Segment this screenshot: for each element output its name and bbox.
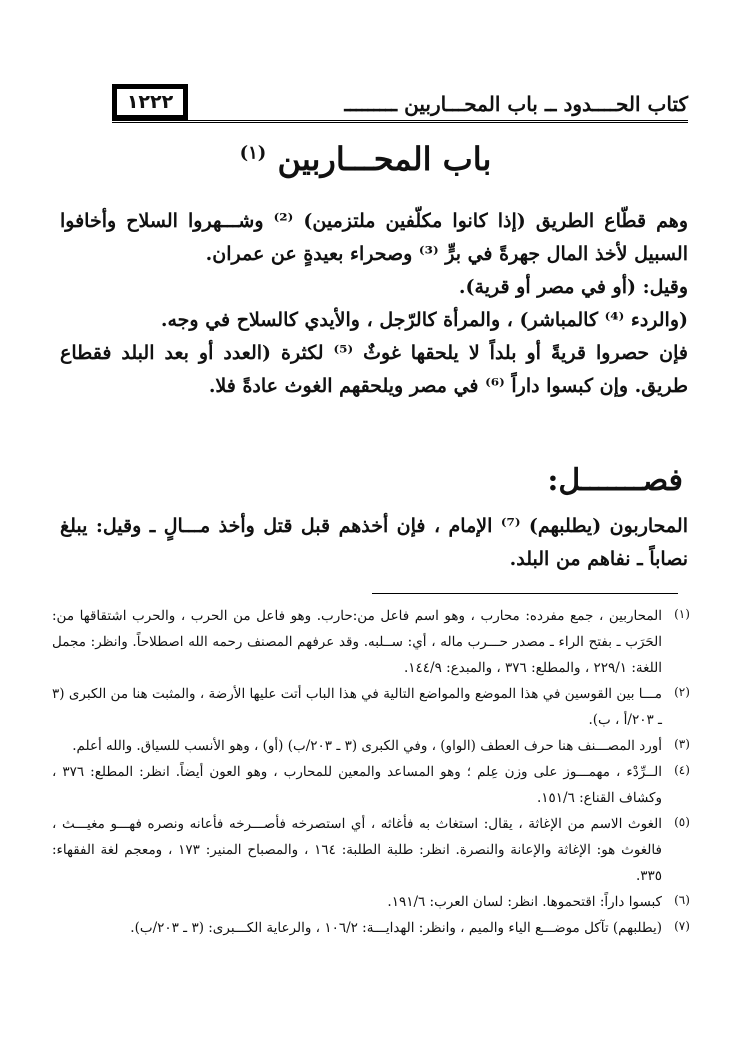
page-number-box	[112, 84, 188, 120]
section-text-block	[60, 510, 688, 576]
footnote-text: المحاربين ، جمع مفرده: محارب ، وهو اسم فاعل من:حارب. وهو فاعل من الحرب ، والحرب اشتقاقها من: الحَرَب ـ بفتح الراء ـ مصدر حـــرب ماله ، أي: ســلبه. وقد عرفهم المصنف رحمه الله اصطلاحاً. وانظر: مجمل اللغة: ٢٢٩/١ ، والمطلع: ٣٧٦ ، والمبدع: ١٤٤/٩.	[52, 608, 662, 676]
footnote	[52, 759, 702, 811]
footnote-text: أورد المصـــنف هنا حرف العطف (الواو) ، وفي الكبرى (٣ ـ ٢٠٣/ب) (أو) ، وهو الأنسب للسياق. والله أعلم.	[72, 738, 662, 754]
paragraph: فإن حصروا قريةً أو بلداً لا يلحقها غوثٌ ⁽⁵⁾ لكثرة (العدد أو بعد البلد فقطاع طريق. وإن كبسوا داراً ⁽⁶⁾ في مصر ويلحقهم الغوث عادةً فلا.	[60, 342, 688, 397]
page-number: ١٢٢٢	[126, 91, 174, 113]
footnote-text: الغوث الاسم من الإغاثة ، يقال: استغاث به فأغاثه ، أي استصرخه فأصـــرخه فأعانه ونصره فهـــو مغيـــث ، فالغوث هو: الإغاثة والإعانة والنصرة. انظر: طلبة الطلبة: ١٦٤ ، والمصباح المنير: ١٧٣ ، ومعجم لغة الفقهاء: ٣٣٥.	[52, 816, 662, 884]
footnote	[52, 603, 702, 681]
chapter-note-ref: (١)	[239, 142, 267, 164]
paragraph: وهم قطّاع الطريق (إذا كانوا مكلّفين ملتزمين) ⁽²⁾ وشـــهروا السلاح وأخافوا السبيل لأخذ المال جهرةً في برٍّ ⁽³⁾ وصحراء بعيدةٍ عن عمران.	[60, 210, 688, 265]
footnote-number: (٥)	[674, 815, 690, 829]
footnote-text: كبسوا داراً: اقتحموها. انظر: لسان العرب: ١٩١/٦.	[387, 894, 662, 910]
footnote-number: (٤)	[674, 763, 690, 777]
section-paragraph: المحاربون (يطلبهم) ⁽⁷⁾ الإمام ، فإن أخذهم قبل قتل وأخذ مـــالٍ ـ وقيل: يبلغ نصاباً ـ نفاهم من البلد.	[60, 515, 688, 570]
footnote-text: مـــا بين القوسين في هذا الموضع والمواضع التالية في هذا الباب أتت عليها الأرضة ، والمثبت هنا من الكبرى (٣ ـ ٢٠٣/أ ، ب).	[52, 686, 662, 728]
footnote	[52, 681, 702, 733]
running-title: كتاب الحــــدود ــ باب المحـــاربين ـــــــــ	[344, 92, 688, 116]
section-heading: فصـــــــل:	[547, 463, 683, 498]
paragraph: (والردء ⁽⁴⁾ كالمباشر) ، والمرأة كالرّجل ، والأيدي كالسلاح في وجه.	[160, 309, 688, 331]
page-header	[88, 78, 688, 126]
footnote-number: (٣)	[674, 737, 690, 751]
main-text	[60, 205, 688, 403]
footnote-text: الــرِّدْء ، مهمـــوز على وزن عِلم ؛ وهو المساعد والمعين للمحارب ، وهو العون أيضاً. انظر: المطلع: ٣٧٦ ، وكشاف القناع: ١٥١/٦.	[52, 764, 662, 806]
footnote-number: (١)	[674, 607, 690, 621]
chapter-title	[0, 140, 731, 178]
chapter-title-text: باب المحـــاربين	[277, 140, 492, 178]
footnote-separator	[372, 593, 678, 594]
footnote	[52, 811, 702, 889]
footnotes	[52, 603, 702, 941]
footnote-text: (يطلبهم) تآكل موضـــع الياء والميم ، وانظر: الهدايـــة: ١٠٦/٢ ، والرعاية الكـــبرى: (٣ ـ ٢٠٣/ب).	[130, 920, 662, 936]
footnote	[52, 733, 702, 759]
footnote-number: (٧)	[674, 919, 690, 933]
paragraph: وقيل: (أو في مصر أو قرية).	[458, 276, 688, 298]
footnote	[52, 889, 702, 915]
header-rule	[112, 120, 688, 125]
footnote-number: (٦)	[674, 893, 690, 907]
footnote-number: (٢)	[674, 685, 690, 699]
footnote	[52, 915, 702, 941]
